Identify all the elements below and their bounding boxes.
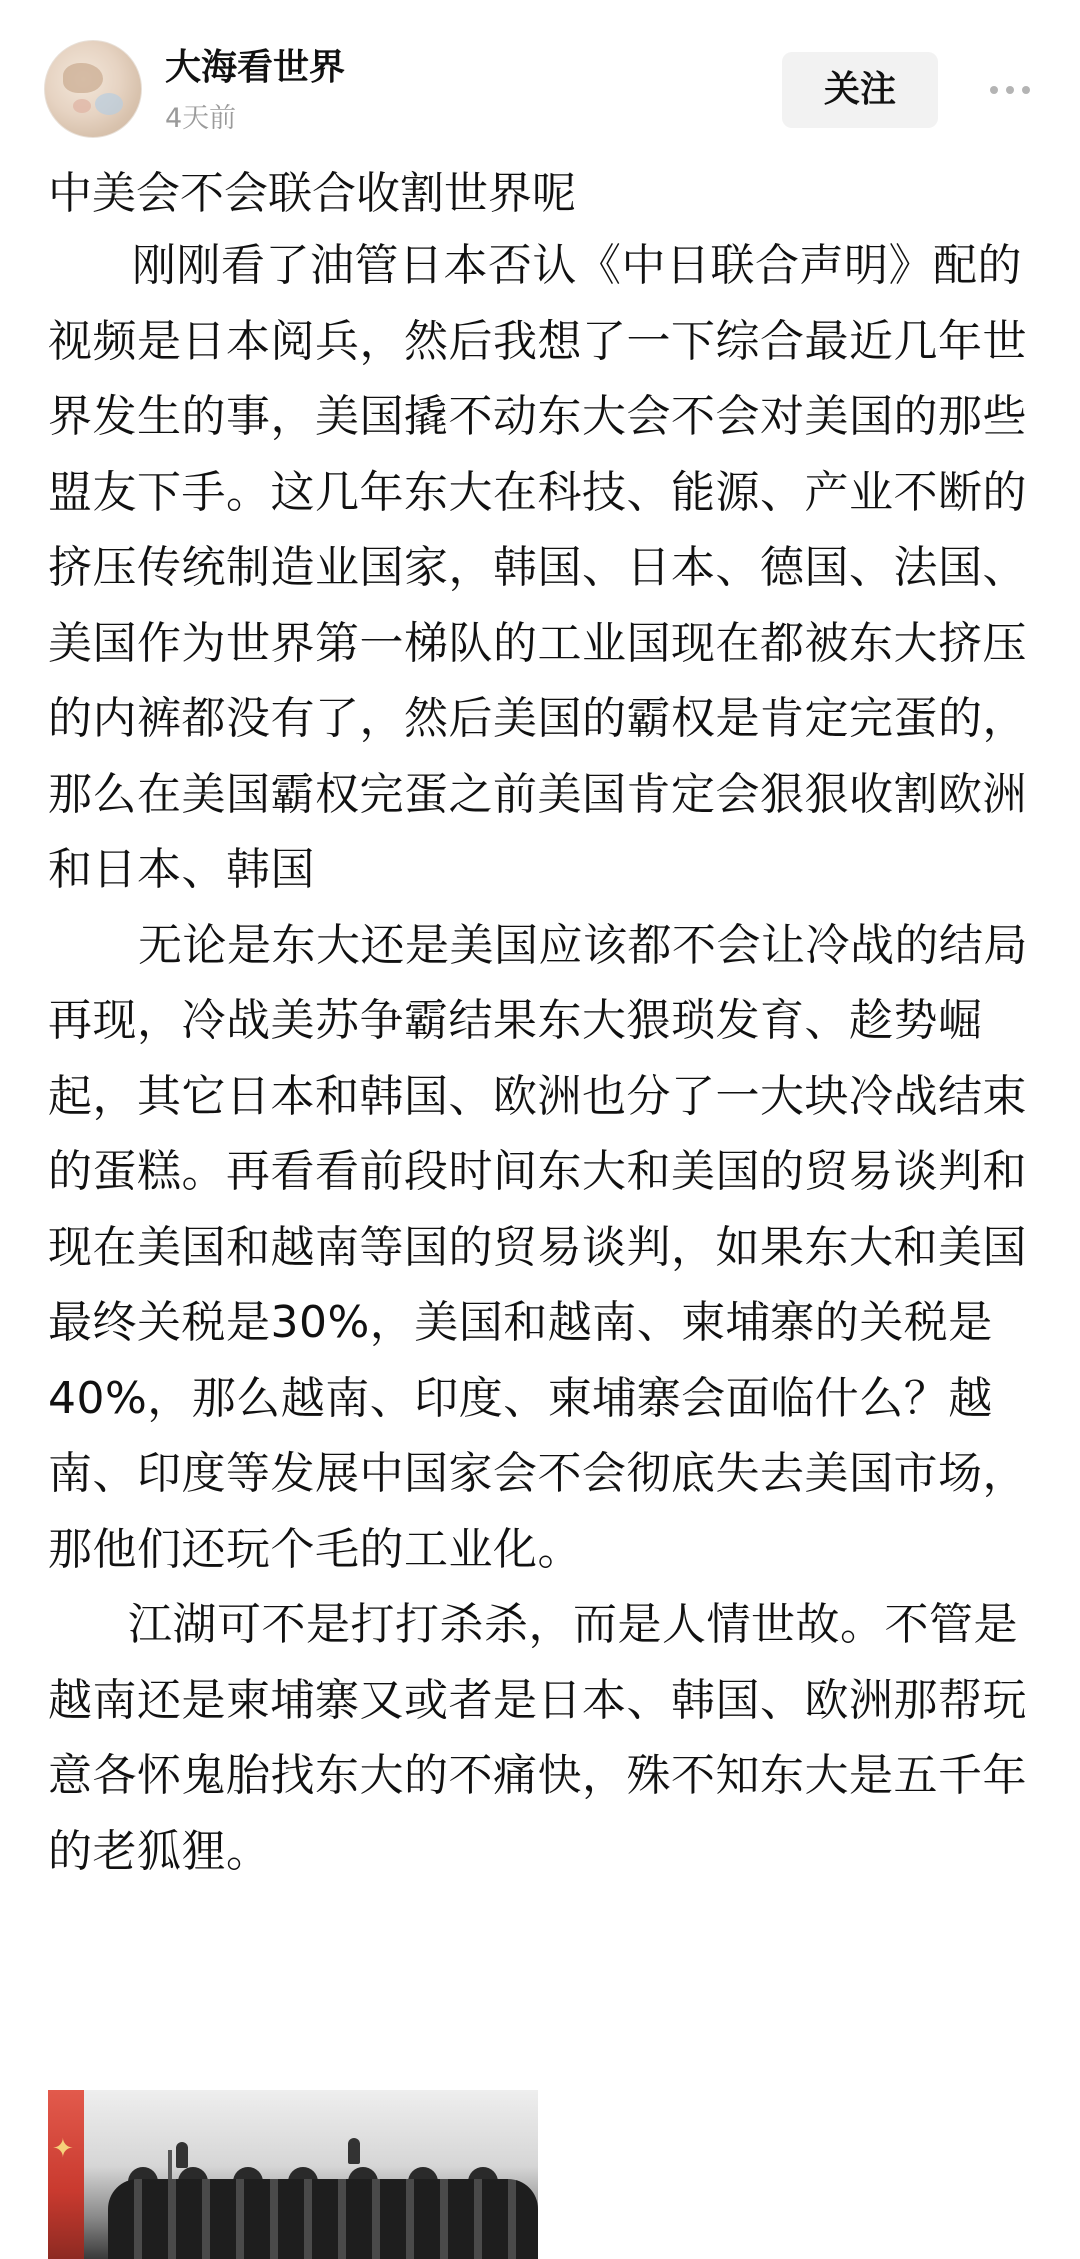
banner-ornament-icon: ✦	[52, 2134, 74, 2164]
image-figure	[348, 2138, 360, 2164]
post-header	[0, 0, 1080, 150]
post-image[interactable]	[48, 2090, 538, 2259]
avatar-map-shape	[95, 93, 123, 115]
post-paragraph-2: 无论是东大还是美国应该都不会让冷战的结局再现，冷战美苏争霸结果东大猥琐发育、趁势崛起，其它日本和韩国、欧洲也分了一大块冷战结束的蛋糕。再看看前段时间东大和美国的贸易谈判和现在美国和越南等国的贸易谈判，如果东大和美国最终关税是30%，美国和越南、柬埔寨的关税是40%，那么越南、印度、柬埔寨会面临什么？越南、印度等发展中国家会不会彻底失去美国市场，那他们还玩个毛的工业化。	[48, 919, 1028, 1575]
post-title: 中美会不会联合收割世界呢	[48, 168, 576, 219]
avatar-map-shape	[63, 63, 103, 93]
author-name[interactable]: 大海看世界	[165, 47, 346, 88]
post-paragraph-3: 江湖可不是打打杀杀，而是人情世故。不管是越南还是柬埔寨又或者是日本、韩国、欧洲那帮玩意各怀鬼胎找东大的不痛快，殊不知东大是五千年的老狐狸。	[48, 1599, 1027, 1877]
post-paragraph-1: 刚刚看了油管日本否认《中日联合声明》配的视频是日本阅兵，然后我想了一下综合最近几年世界发生的事，美国撬不动东大会不会对美国的那些盟友下手。这几年东大在科技、能源、产业不断的挤压传统制造业国家，韩国、日本、德国、法国、美国作为世界第一梯队的工业国现在都被东大挤压的内裤都没有了，然后美国的霸权是肯定完蛋的，那么在美国霸权完蛋之前美国肯定会狠狠收割欧洲和日本、韩国	[48, 240, 1027, 895]
post-body	[48, 160, 1048, 1889]
image-crowd	[108, 2179, 538, 2259]
image-figure	[176, 2142, 188, 2168]
image-red-banner	[48, 2090, 84, 2259]
more-horizontal-icon[interactable]	[990, 78, 1030, 102]
avatar-map-shape	[73, 99, 91, 113]
follow-button[interactable]: 关注	[782, 52, 938, 128]
author-avatar[interactable]	[44, 40, 142, 138]
post-time: 4天前	[165, 103, 237, 134]
